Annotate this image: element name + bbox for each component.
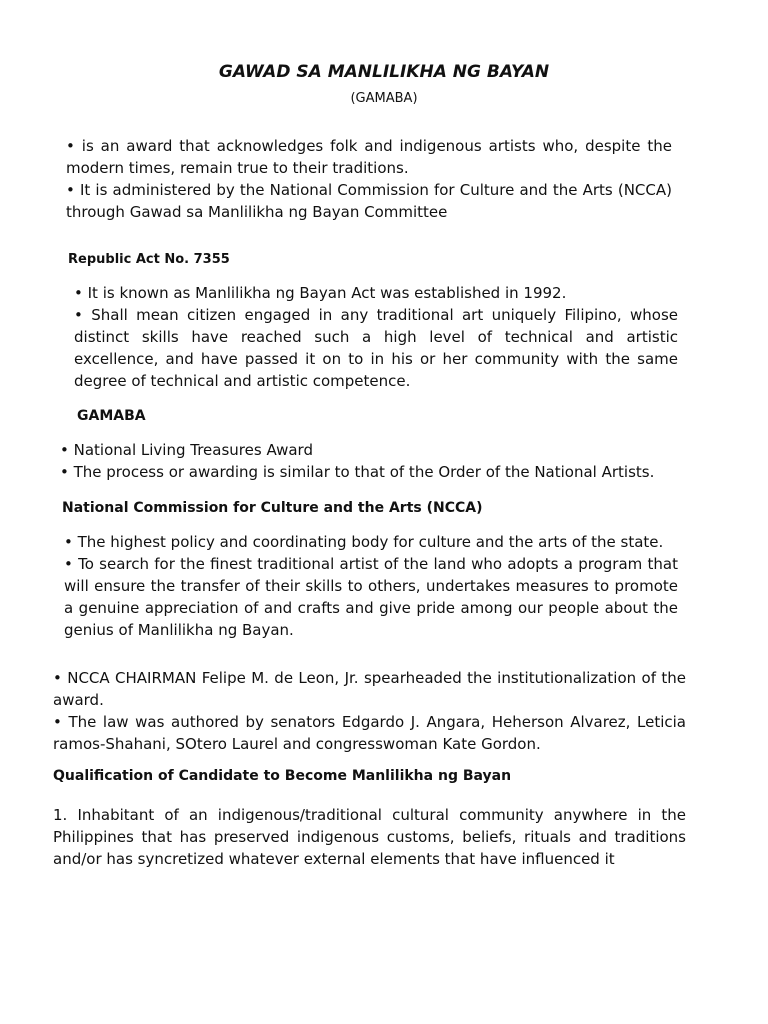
ncca-item: • To search for the finest traditional artist of the land who adopts a program that will ensure the transfer of their skills to others, undertakes measures to promote a genuine appreciation of and crafts and give pride among our people about the genius of Manlilikha ng Bayan. <box>64 555 678 639</box>
gamaba-item: • National Living Treasures Award <box>60 441 313 459</box>
intro-item: • is an award that acknowledges folk and indigenous artists who, despite the modern times, remain true to their traditions. <box>66 137 672 177</box>
ncca-item: • The highest policy and coordinating body for culture and the arts of the state. <box>64 533 664 551</box>
intro-section <box>66 135 672 223</box>
page-title: GAWAD SA MANLILIKHA NG BAYAN <box>218 62 550 82</box>
ncca-extra-section <box>53 667 686 755</box>
qualification-heading: Qualification of Candidate to Become Manlilikha ng Bayan <box>53 768 512 784</box>
ncca-extra-item: • NCCA CHAIRMAN Felipe M. de Leon, Jr. spearheaded the institutionalization of the award. <box>53 669 686 709</box>
qualification-item: 1. Inhabitant of an indigenous/traditional cultural community anywhere in the Philippines that has preserved indigenous customs, beliefs, rituals and traditions and/or has syncretized whatever external elements that have influenced it <box>53 806 686 868</box>
ra-heading: Republic Act No. 7355 <box>68 252 230 267</box>
ra-item: • It is known as Manlilikha ng Bayan Act was established in 1992. <box>74 284 567 302</box>
qualification-section <box>53 804 686 870</box>
intro-item: • It is administered by the National Commission for Culture and the Arts (NCCA) through Gawad sa Manlilikha ng Bayan Committee <box>66 181 672 221</box>
ra-item: • Shall mean citizen engaged in any traditional art uniquely Filipino, whose distinct skills have reached such a high level of technical and artistic excellence, and have passed it on to in his or her community with the same degree of technical and artistic competence. <box>74 306 678 390</box>
gamaba-section <box>60 439 700 483</box>
page-subtitle: (GAMABA) <box>350 91 418 106</box>
ra-section <box>74 282 678 392</box>
gamaba-item: • The process or awarding is similar to that of the Order of the National Artists. <box>60 463 655 481</box>
ncca-extra-item: • The law was authored by senators Edgardo J. Angara, Heherson Alvarez, Leticia ramos-Shahani, SOtero Laurel and congresswoman Kate Gordon. <box>53 713 686 753</box>
ncca-heading: National Commission for Culture and the Arts (NCCA) <box>62 500 483 516</box>
gamaba-heading: GAMABA <box>77 408 146 424</box>
ncca-section <box>64 531 678 641</box>
